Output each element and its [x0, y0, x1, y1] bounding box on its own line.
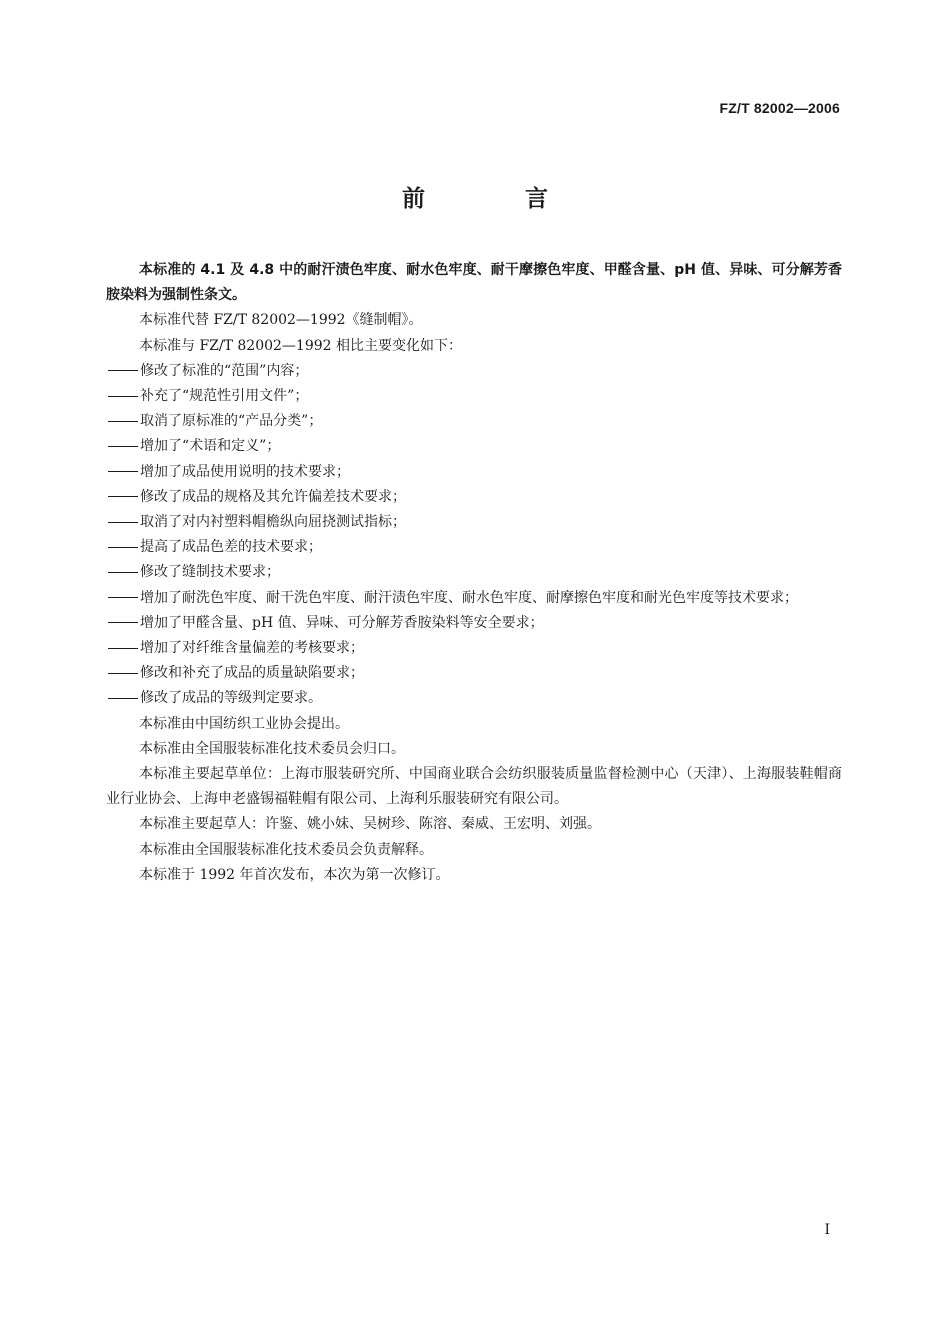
dash-mark	[106, 535, 140, 560]
page-number: I	[824, 1222, 830, 1238]
list-item: 增加了甲醛含量、pH 值、异味、可分解芳香胺染料等安全要求；	[106, 611, 842, 636]
foreword-body	[106, 258, 842, 888]
history-paragraph: 本标准于 1992 年首次发布，本次为第一次修订。	[139, 866, 450, 883]
dash-mark	[106, 460, 140, 485]
list-item: 取消了原标准的“产品分类”；	[106, 409, 842, 434]
list-item: 提高了成品色差的技术要求；	[106, 535, 842, 560]
changes-intro-paragraph: 本标准与 FZ/T 82002—1992 相比主要变化如下：	[139, 337, 463, 354]
committee-paragraph: 本标准由全国服装标准化技术委员会归口。	[139, 740, 405, 757]
proposer-paragraph: 本标准由中国纺织工业协会提出。	[139, 715, 349, 732]
dash-mark	[106, 359, 140, 384]
replacement-paragraph: 本标准代替 FZ/T 82002—1992《缝制帽》。	[139, 312, 423, 329]
list-item: 取消了对内衬塑料帽檐纵向屈挠测试指标；	[106, 510, 842, 535]
list-item: 增加了耐洗色牢度、耐干洗色牢度、耐汗渍色牢度、耐水色牢度、耐摩擦色牢度和耐光色牢度等技术要求；	[106, 586, 842, 611]
interpretation-paragraph: 本标准由全国服装标准化技术委员会负责解释。	[139, 841, 433, 858]
list-item: 补充了“规范性引用文件”；	[106, 384, 842, 409]
drafters-paragraph: 本标准主要起草人：许鉴、姚小妹、吴树珍、陈溶、秦威、王宏明、刘强。	[139, 816, 601, 833]
dash-mark	[106, 636, 140, 661]
list-item: 修改了缝制技术要求；	[106, 560, 842, 585]
dash-mark	[106, 485, 140, 510]
dash-mark	[106, 586, 140, 611]
list-item: 修改了成品的规格及其允许偏差技术要求；	[106, 485, 842, 510]
dash-mark	[106, 434, 140, 459]
standard-code: FZ/T 82002—2006	[719, 100, 840, 116]
dash-mark	[106, 409, 140, 434]
dash-mark	[106, 384, 140, 409]
list-item: 增加了成品使用说明的技术要求；	[106, 460, 842, 485]
list-item: 修改了成品的等级判定要求。	[106, 686, 842, 711]
dash-mark	[106, 510, 140, 535]
dash-mark	[106, 611, 140, 636]
list-item: 修改和补充了成品的质量缺陷要求；	[106, 661, 842, 686]
list-item: 修改了标准的“范围”内容；	[106, 359, 842, 384]
dash-mark	[106, 686, 140, 711]
drafting-units-paragraph: 本标准主要起草单位：上海市服装研究所、中国商业联合会纺织服装质量监督检测中心（天津）、上海服装鞋帽商业行业协会、上海申老盛锡福鞋帽有限公司、上海利乐服装研究有限公司。	[106, 766, 842, 808]
page-title: 前 言	[401, 186, 594, 212]
mandatory-clause-paragraph: 本标准的 4.1 及 4.8 中的耐汗渍色牢度、耐水色牢度、耐干摩擦色牢度、甲醛含量、pH 值、异味、可分解芳香胺染料为强制性条文。	[106, 262, 842, 304]
dash-mark	[106, 560, 140, 585]
list-item: 增加了“术语和定义”；	[106, 434, 842, 459]
changes-list	[106, 359, 842, 712]
list-item: 增加了对纤维含量偏差的考核要求；	[106, 636, 842, 661]
dash-mark	[106, 661, 140, 686]
